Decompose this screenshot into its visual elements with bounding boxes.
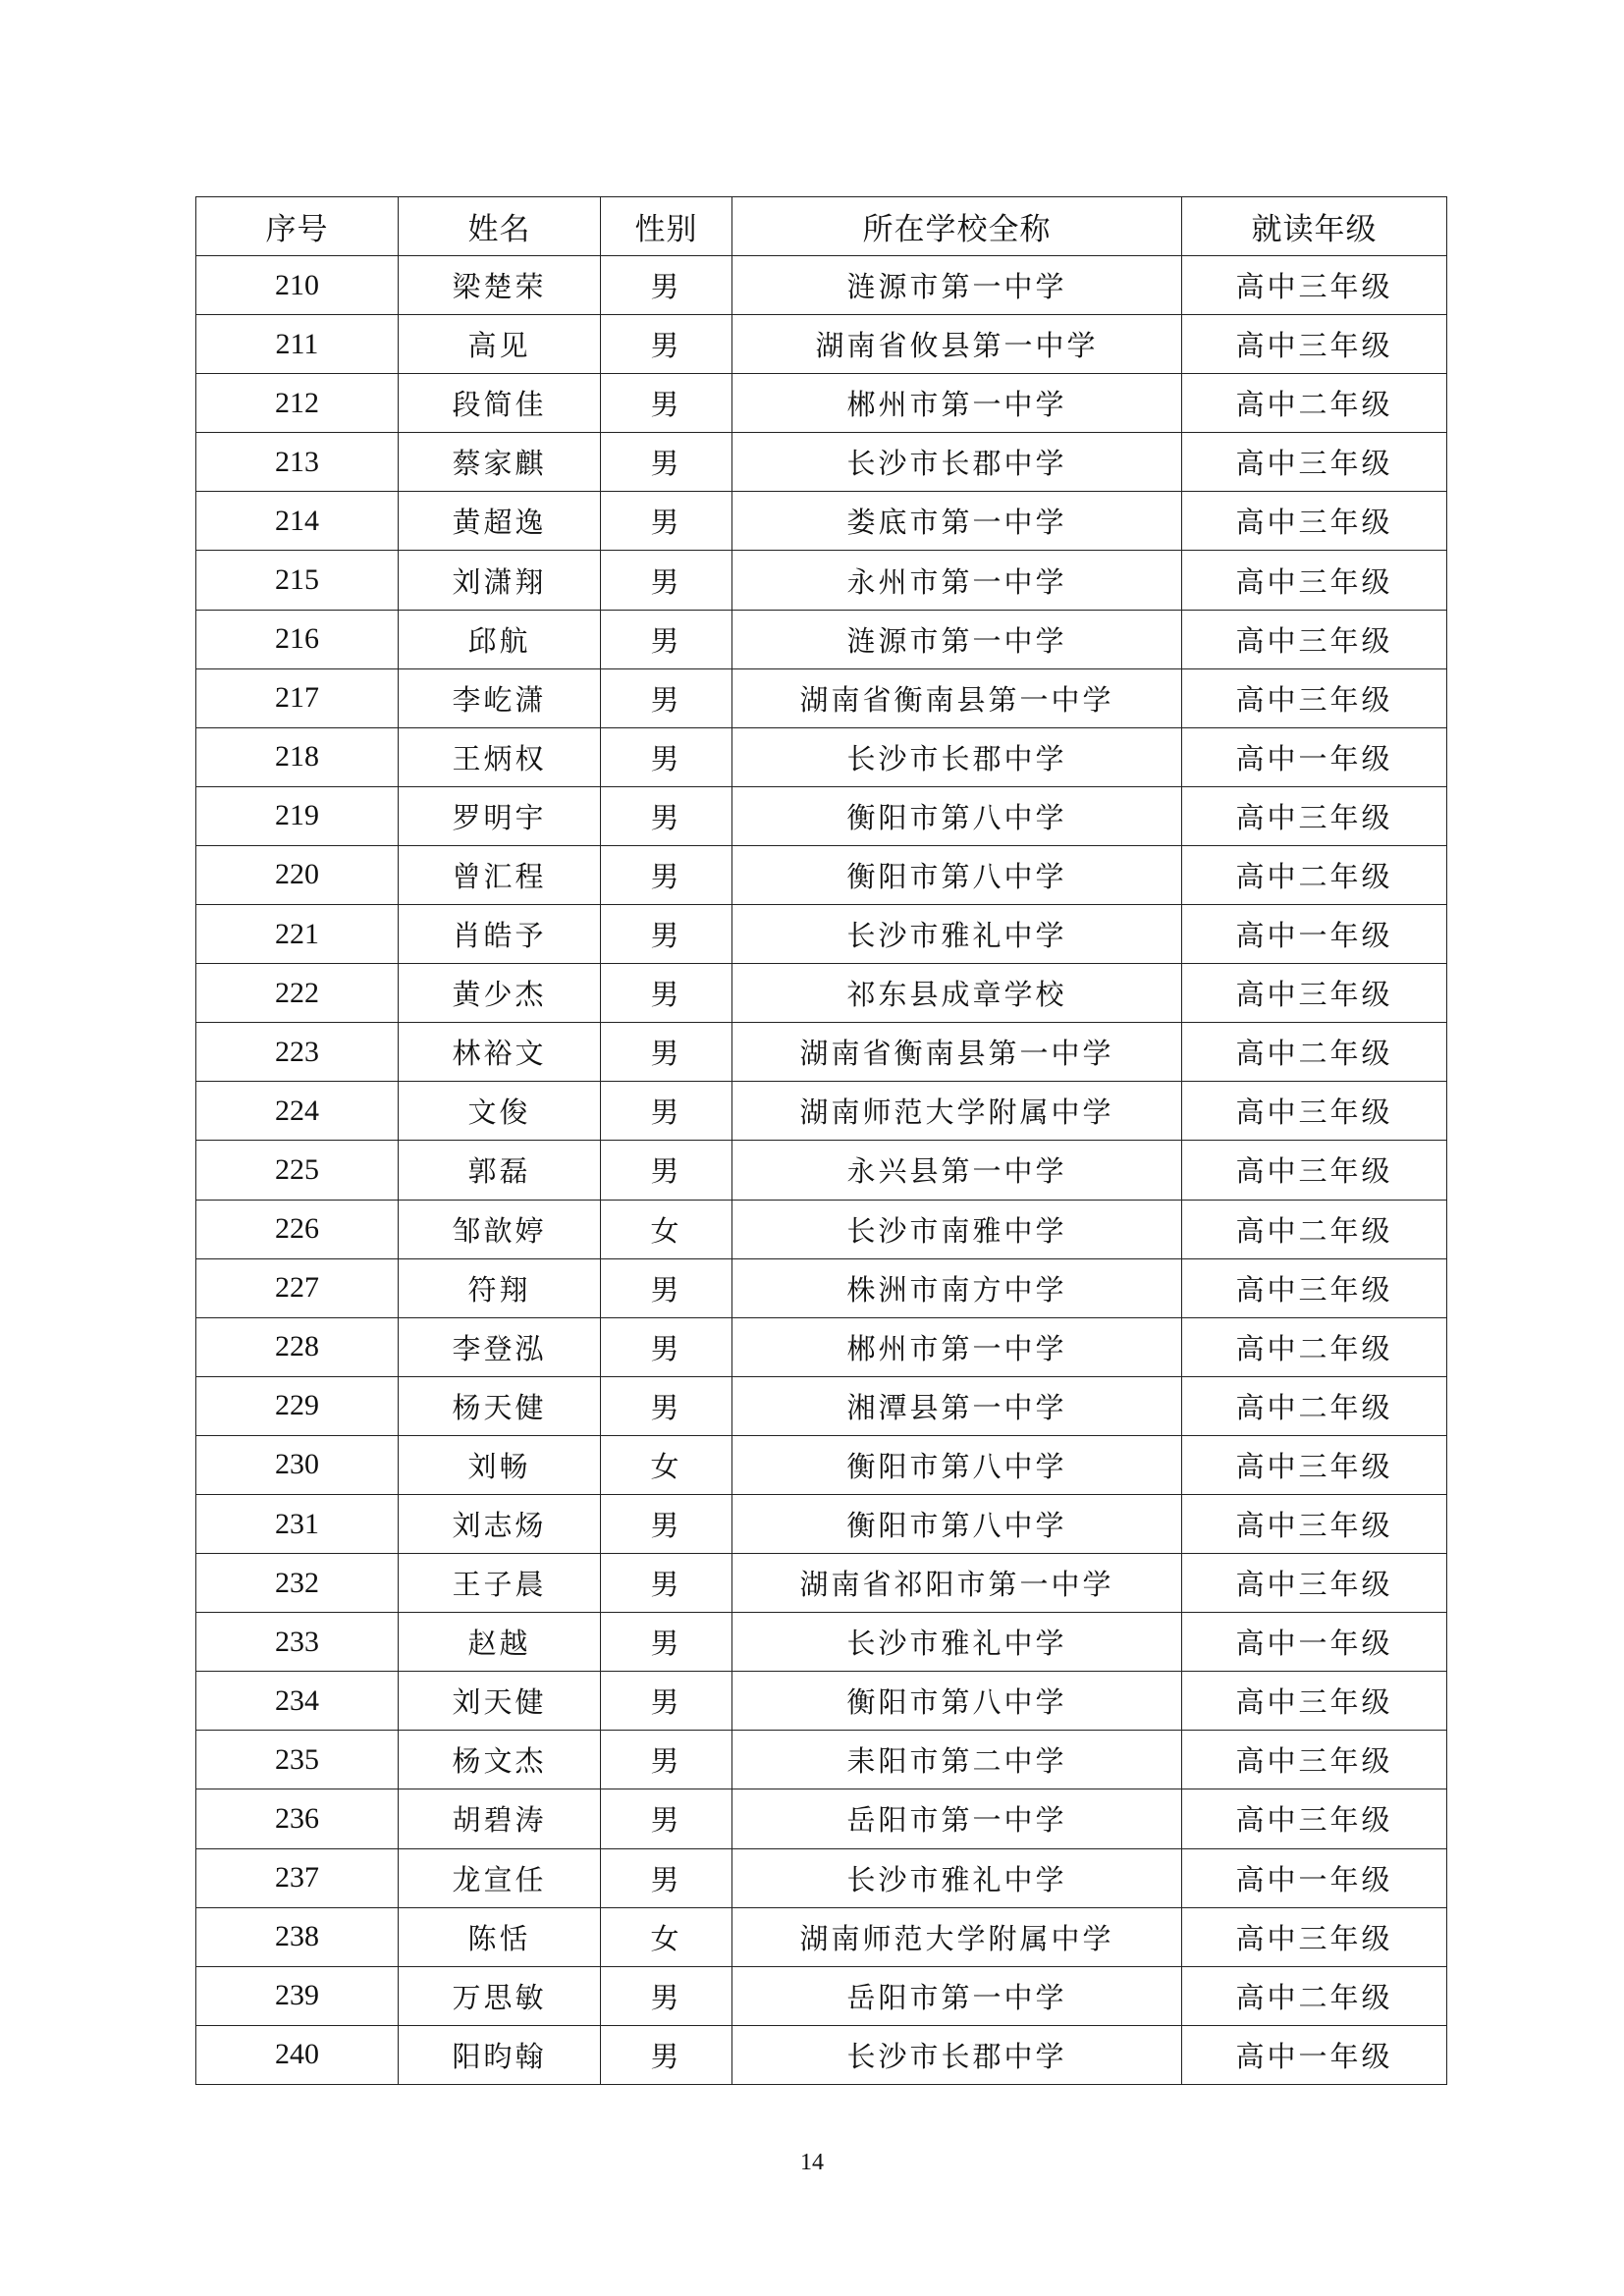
cell-index: 239 (196, 1966, 399, 2025)
cell-index: 230 (196, 1435, 399, 1494)
cell-name: 万思敏 (399, 1966, 601, 2025)
table-row (196, 905, 1447, 964)
cell-index: 221 (196, 905, 399, 964)
cell-name: 胡碧涛 (399, 1789, 601, 1848)
cell-grade: 高中三年级 (1182, 1258, 1447, 1317)
cell-school: 衡阳市第八中学 (732, 1672, 1182, 1731)
cell-school: 长沙市南雅中学 (732, 1200, 1182, 1258)
cell-grade: 高中三年级 (1182, 1494, 1447, 1553)
cell-grade: 高中二年级 (1182, 845, 1447, 904)
cell-grade: 高中三年级 (1182, 1789, 1447, 1848)
cell-gender: 男 (601, 905, 732, 964)
cell-index: 211 (196, 315, 399, 374)
cell-school: 湖南师范大学附属中学 (732, 1907, 1182, 1966)
cell-school: 岳阳市第一中学 (732, 1789, 1182, 1848)
cell-gender: 女 (601, 1907, 732, 1966)
cell-name: 赵越 (399, 1613, 601, 1672)
cell-school: 郴州市第一中学 (732, 374, 1182, 433)
cell-index: 231 (196, 1494, 399, 1553)
table-row (196, 1258, 1447, 1317)
cell-grade: 高中三年级 (1182, 433, 1447, 492)
table-row (196, 1023, 1447, 1082)
cell-index: 233 (196, 1613, 399, 1672)
cell-gender: 男 (601, 727, 732, 786)
cell-grade: 高中一年级 (1182, 727, 1447, 786)
cell-gender: 男 (601, 610, 732, 668)
cell-gender: 男 (601, 551, 732, 610)
cell-grade: 高中三年级 (1182, 964, 1447, 1023)
cell-gender: 男 (601, 1494, 732, 1553)
cell-index: 216 (196, 610, 399, 668)
cell-gender: 男 (601, 1317, 732, 1376)
table-row (196, 315, 1447, 374)
cell-gender: 男 (601, 1082, 732, 1141)
cell-index: 215 (196, 551, 399, 610)
cell-gender: 男 (601, 1966, 732, 2025)
cell-grade: 高中二年级 (1182, 1317, 1447, 1376)
cell-index: 219 (196, 786, 399, 845)
table-row (196, 1789, 1447, 1848)
cell-grade: 高中三年级 (1182, 1672, 1447, 1731)
table-row (196, 845, 1447, 904)
cell-school: 永州市第一中学 (732, 551, 1182, 610)
table-row (196, 1731, 1447, 1789)
cell-school: 涟源市第一中学 (732, 256, 1182, 315)
cell-grade: 高中三年级 (1182, 315, 1447, 374)
cell-name: 刘畅 (399, 1435, 601, 1494)
cell-grade: 高中二年级 (1182, 1200, 1447, 1258)
table-row (196, 668, 1447, 727)
cell-index: 214 (196, 492, 399, 551)
cell-name: 杨天健 (399, 1376, 601, 1435)
cell-school: 娄底市第一中学 (732, 492, 1182, 551)
cell-name: 王炳权 (399, 727, 601, 786)
cell-school: 长沙市长郡中学 (732, 433, 1182, 492)
cell-grade: 高中一年级 (1182, 1848, 1447, 1907)
cell-school: 湖南师范大学附属中学 (732, 1082, 1182, 1141)
cell-school: 湖南省衡南县第一中学 (732, 668, 1182, 727)
cell-school: 耒阳市第二中学 (732, 1731, 1182, 1789)
cell-index: 235 (196, 1731, 399, 1789)
cell-index: 218 (196, 727, 399, 786)
cell-grade: 高中一年级 (1182, 905, 1447, 964)
cell-gender: 男 (601, 845, 732, 904)
cell-index: 224 (196, 1082, 399, 1141)
table-row (196, 1082, 1447, 1141)
cell-grade: 高中二年级 (1182, 1023, 1447, 1082)
cell-index: 223 (196, 1023, 399, 1082)
table-row (196, 1554, 1447, 1613)
cell-name: 王子晨 (399, 1554, 601, 1613)
cell-index: 227 (196, 1258, 399, 1317)
cell-index: 234 (196, 1672, 399, 1731)
cell-gender: 男 (601, 1672, 732, 1731)
cell-index: 220 (196, 845, 399, 904)
cell-grade: 高中三年级 (1182, 1554, 1447, 1613)
cell-index: 236 (196, 1789, 399, 1848)
table-row (196, 374, 1447, 433)
cell-name: 文俊 (399, 1082, 601, 1141)
table-row (196, 492, 1447, 551)
cell-gender: 女 (601, 1200, 732, 1258)
cell-index: 240 (196, 2025, 399, 2084)
cell-grade: 高中一年级 (1182, 1613, 1447, 1672)
cell-grade: 高中二年级 (1182, 374, 1447, 433)
cell-school: 涟源市第一中学 (732, 610, 1182, 668)
table-body (196, 256, 1447, 2085)
cell-name: 刘天健 (399, 1672, 601, 1731)
cell-grade: 高中三年级 (1182, 492, 1447, 551)
cell-grade: 高中三年级 (1182, 256, 1447, 315)
cell-school: 长沙市长郡中学 (732, 727, 1182, 786)
cell-school: 株洲市南方中学 (732, 1258, 1182, 1317)
cell-name: 黄少杰 (399, 964, 601, 1023)
cell-index: 217 (196, 668, 399, 727)
cell-school: 长沙市雅礼中学 (732, 905, 1182, 964)
cell-school: 衡阳市第八中学 (732, 1435, 1182, 1494)
cell-name: 邱航 (399, 610, 601, 668)
header-name: 姓名 (399, 197, 601, 256)
cell-school: 长沙市雅礼中学 (732, 1613, 1182, 1672)
table-row (196, 1435, 1447, 1494)
cell-index: 210 (196, 256, 399, 315)
cell-index: 222 (196, 964, 399, 1023)
cell-school: 湖南省攸县第一中学 (732, 315, 1182, 374)
cell-name: 刘潇翔 (399, 551, 601, 610)
table-row (196, 1317, 1447, 1376)
page-number: 14 (800, 2150, 824, 2175)
cell-name: 黄超逸 (399, 492, 601, 551)
cell-name: 符翔 (399, 1258, 601, 1317)
cell-index: 228 (196, 1317, 399, 1376)
cell-name: 罗明宇 (399, 786, 601, 845)
cell-index: 232 (196, 1554, 399, 1613)
cell-index: 213 (196, 433, 399, 492)
table-row (196, 1907, 1447, 1966)
cell-gender: 男 (601, 1554, 732, 1613)
cell-grade: 高中三年级 (1182, 668, 1447, 727)
cell-gender: 男 (601, 2025, 732, 2084)
header-gender: 性别 (601, 197, 732, 256)
cell-name: 梁楚荣 (399, 256, 601, 315)
cell-gender: 男 (601, 668, 732, 727)
cell-school: 永兴县第一中学 (732, 1141, 1182, 1200)
cell-index: 225 (196, 1141, 399, 1200)
header-grade: 就读年级 (1182, 197, 1447, 256)
cell-school: 衡阳市第八中学 (732, 1494, 1182, 1553)
roster-table (195, 196, 1447, 2085)
roster-table-container (195, 196, 1446, 2085)
cell-name: 林裕文 (399, 1023, 601, 1082)
cell-index: 229 (196, 1376, 399, 1435)
cell-name: 杨文杰 (399, 1731, 601, 1789)
cell-grade: 高中三年级 (1182, 610, 1447, 668)
cell-gender: 男 (601, 315, 732, 374)
cell-grade: 高中三年级 (1182, 1907, 1447, 1966)
cell-index: 226 (196, 1200, 399, 1258)
table-row (196, 786, 1447, 845)
cell-name: 陈恬 (399, 1907, 601, 1966)
cell-name: 刘志炀 (399, 1494, 601, 1553)
cell-school: 衡阳市第八中学 (732, 845, 1182, 904)
cell-gender: 女 (601, 1435, 732, 1494)
table-row (196, 1672, 1447, 1731)
cell-grade: 高中三年级 (1182, 786, 1447, 845)
cell-gender: 男 (601, 786, 732, 845)
cell-school: 岳阳市第一中学 (732, 1966, 1182, 2025)
cell-grade: 高中三年级 (1182, 1141, 1447, 1200)
cell-school: 湖南省衡南县第一中学 (732, 1023, 1182, 1082)
cell-school: 郴州市第一中学 (732, 1317, 1182, 1376)
table-row (196, 1200, 1447, 1258)
table-row (196, 727, 1447, 786)
cell-name: 阳昀翰 (399, 2025, 601, 2084)
cell-gender: 男 (601, 374, 732, 433)
cell-name: 邹歆婷 (399, 1200, 601, 1258)
cell-name: 李屹潇 (399, 668, 601, 727)
cell-name: 段简佳 (399, 374, 601, 433)
cell-gender: 男 (601, 964, 732, 1023)
cell-gender: 男 (601, 1613, 732, 1672)
cell-gender: 男 (601, 1789, 732, 1848)
cell-gender: 男 (601, 1848, 732, 1907)
cell-grade: 高中三年级 (1182, 551, 1447, 610)
table-row (196, 433, 1447, 492)
cell-grade: 高中一年级 (1182, 2025, 1447, 2084)
cell-grade: 高中三年级 (1182, 1435, 1447, 1494)
cell-school: 祁东县成章学校 (732, 964, 1182, 1023)
cell-name: 肖皓予 (399, 905, 601, 964)
table-row (196, 2025, 1447, 2084)
table-row (196, 1848, 1447, 1907)
table-row (196, 1494, 1447, 1553)
cell-name: 蔡家麒 (399, 433, 601, 492)
table-row (196, 610, 1447, 668)
cell-grade: 高中三年级 (1182, 1082, 1447, 1141)
table-row (196, 256, 1447, 315)
cell-gender: 男 (601, 1141, 732, 1200)
cell-gender: 男 (601, 433, 732, 492)
cell-school: 湖南省祁阳市第一中学 (732, 1554, 1182, 1613)
cell-school: 湘潭县第一中学 (732, 1376, 1182, 1435)
cell-gender: 男 (601, 1376, 732, 1435)
cell-grade: 高中二年级 (1182, 1966, 1447, 2025)
cell-school: 长沙市长郡中学 (732, 2025, 1182, 2084)
header-school: 所在学校全称 (732, 197, 1182, 256)
cell-name: 郭磊 (399, 1141, 601, 1200)
cell-name: 龙宣任 (399, 1848, 601, 1907)
table-row (196, 1376, 1447, 1435)
cell-gender: 男 (601, 1258, 732, 1317)
cell-index: 212 (196, 374, 399, 433)
table-header-row (196, 197, 1447, 256)
cell-name: 高见 (399, 315, 601, 374)
cell-name: 李登泓 (399, 1317, 601, 1376)
cell-school: 长沙市雅礼中学 (732, 1848, 1182, 1907)
table-row (196, 551, 1447, 610)
cell-gender: 男 (601, 256, 732, 315)
cell-grade: 高中三年级 (1182, 1731, 1447, 1789)
table-row (196, 1966, 1447, 2025)
cell-gender: 男 (601, 1023, 732, 1082)
table-row (196, 1141, 1447, 1200)
cell-gender: 男 (601, 1731, 732, 1789)
cell-grade: 高中二年级 (1182, 1376, 1447, 1435)
cell-gender: 男 (601, 492, 732, 551)
header-index: 序号 (196, 197, 399, 256)
table-row (196, 964, 1447, 1023)
cell-index: 238 (196, 1907, 399, 1966)
cell-name: 曾汇程 (399, 845, 601, 904)
table-row (196, 1613, 1447, 1672)
cell-school: 衡阳市第八中学 (732, 786, 1182, 845)
cell-index: 237 (196, 1848, 399, 1907)
